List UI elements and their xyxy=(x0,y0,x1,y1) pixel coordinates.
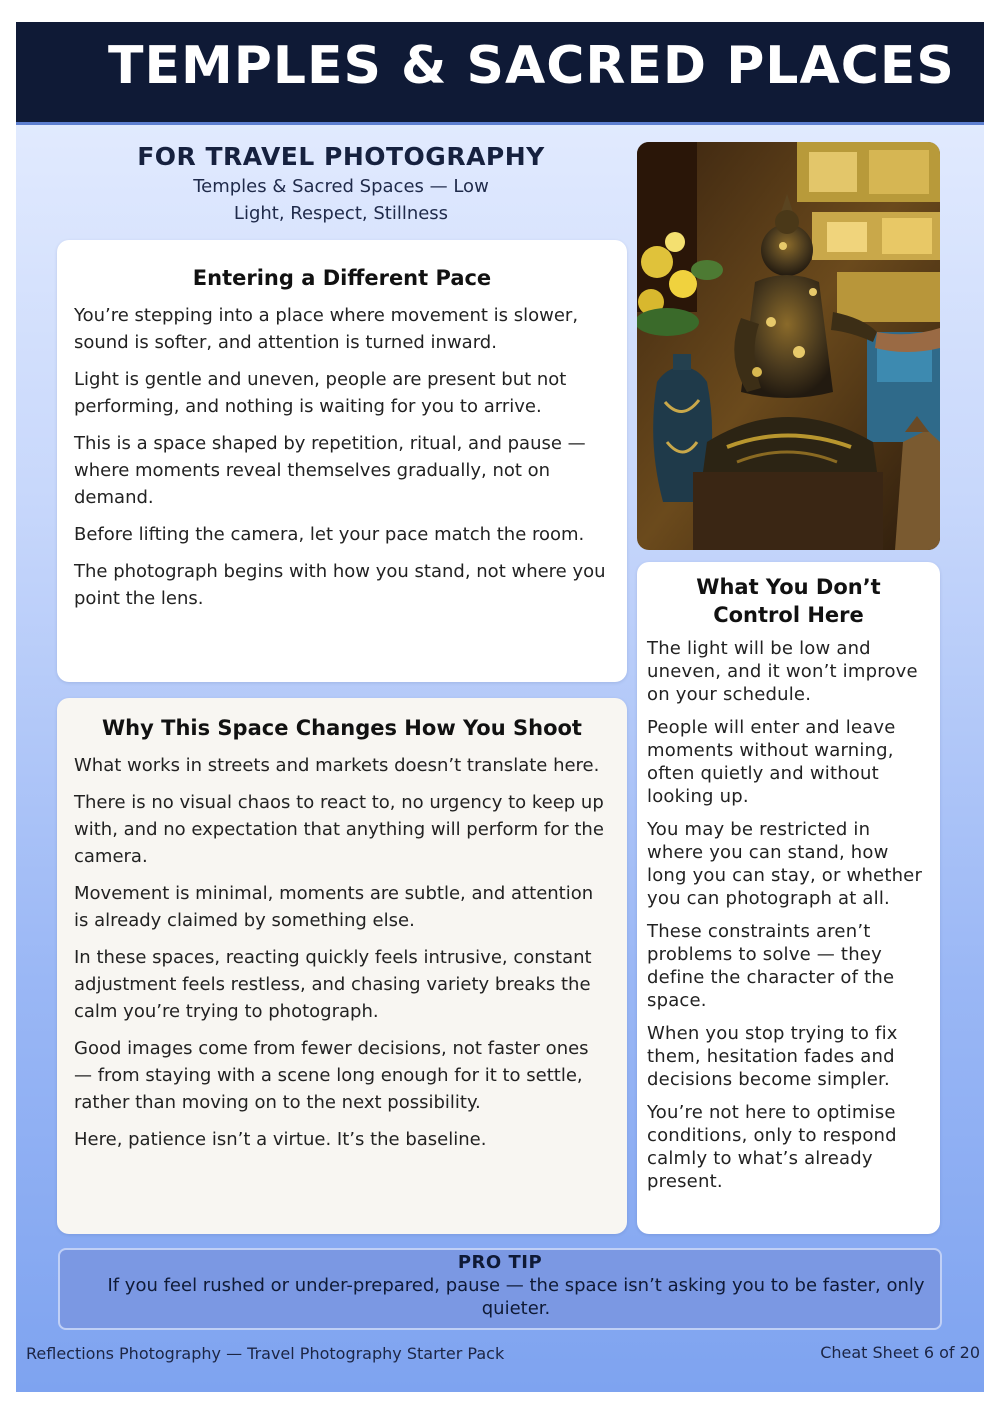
pro-tip-text: If you feel rushed or under-prepared, pause — the space isn’t asking you to be faster, only quieter. xyxy=(107,1275,925,1319)
paragraph: The light will be low and uneven, and it won’t improve on your schedule. xyxy=(647,638,918,705)
subheading-line-1: Temples & Sacred Spaces — Low xyxy=(193,176,489,197)
page-header xyxy=(16,22,984,125)
paragraph: Movement is minimal, moments are subtle, and attention is already claimed by something else. xyxy=(74,883,594,931)
paragraph: In these spaces, reacting quickly feels intrusive, constant adjustment feels restless, and chasing variety breaks the calm you’re trying to photograph. xyxy=(74,947,592,1022)
cheat-sheet-page xyxy=(16,22,984,1392)
card-entering-different-pace xyxy=(57,240,627,682)
card-title: Entering a Different Pace xyxy=(192,266,492,290)
paragraph: The photograph begins with how you stand, not where you point the lens. xyxy=(74,561,606,609)
pro-tip-box xyxy=(58,1248,942,1330)
card-title: Why This Space Changes How You Shoot xyxy=(102,716,582,740)
paragraph: Before lifting the camera, let your pace match the room. xyxy=(74,524,585,545)
paragraph: You’re stepping into a place where movement is slower, sound is softer, and attention is turned inward. xyxy=(74,305,579,353)
paragraph: This is a space shaped by repetition, ritual, and pause — where moments reveal themselves gradually, not on demand. xyxy=(74,433,586,508)
pro-tip-title: PRO TIP xyxy=(457,1252,543,1273)
page-title: TEMPLES & SACRED PLACES xyxy=(108,36,955,96)
paragraph: There is no visual chaos to react to, no urgency to keep up with, and no expectation that anything will perform for the camera. xyxy=(74,792,604,867)
footer-publisher: Reflections Photography — Travel Photography Starter Pack xyxy=(26,1344,505,1363)
subheading-line-2: Light, Respect, Stillness xyxy=(233,203,449,224)
paragraph: Here, patience isn’t a virtue. It’s the baseline. xyxy=(74,1129,487,1150)
paragraph: Light is gentle and uneven, people are present but not performing, and nothing is waiting for you to arrive. xyxy=(74,369,567,417)
card-title-line-1: What You Don’t xyxy=(696,575,881,599)
paragraph: You’re not here to optimise conditions, only to respond calmly to what’s already present. xyxy=(647,1102,897,1192)
paragraph: These constraints aren’t problems to solve — they define the character of the space. xyxy=(647,921,895,1011)
paragraph: When you stop trying to fix them, hesitation fades and decisions become simpler. xyxy=(647,1023,898,1090)
buddha-statue-photo xyxy=(637,142,940,550)
paragraph: Good images come from fewer decisions, not faster ones — from staying with a scene long enough for it to settle, rather than moving on to the next possibility. xyxy=(74,1038,589,1113)
card-body xyxy=(637,637,940,1193)
card-body xyxy=(57,752,627,1153)
card-why-space-changes xyxy=(57,698,627,1234)
footer-page-counter: Cheat Sheet 6 of 20 xyxy=(820,1343,980,1362)
subheading xyxy=(56,142,626,227)
card-body xyxy=(57,302,627,612)
paragraph: What works in streets and markets doesn’t translate here. xyxy=(74,755,600,776)
paragraph: People will enter and leave moments without warning, often quietly and without looking up. xyxy=(647,717,896,807)
card-title xyxy=(637,573,940,629)
card-what-you-dont-control xyxy=(637,562,940,1234)
subheading-subtitle xyxy=(56,173,626,227)
paragraph: You may be restricted in where you can stand, how long you can stay, or whether you can photograph at all. xyxy=(647,819,923,909)
subheading-title: FOR TRAVEL PHOTOGRAPHY xyxy=(137,142,545,171)
card-title-line-2: Control Here xyxy=(713,603,864,627)
